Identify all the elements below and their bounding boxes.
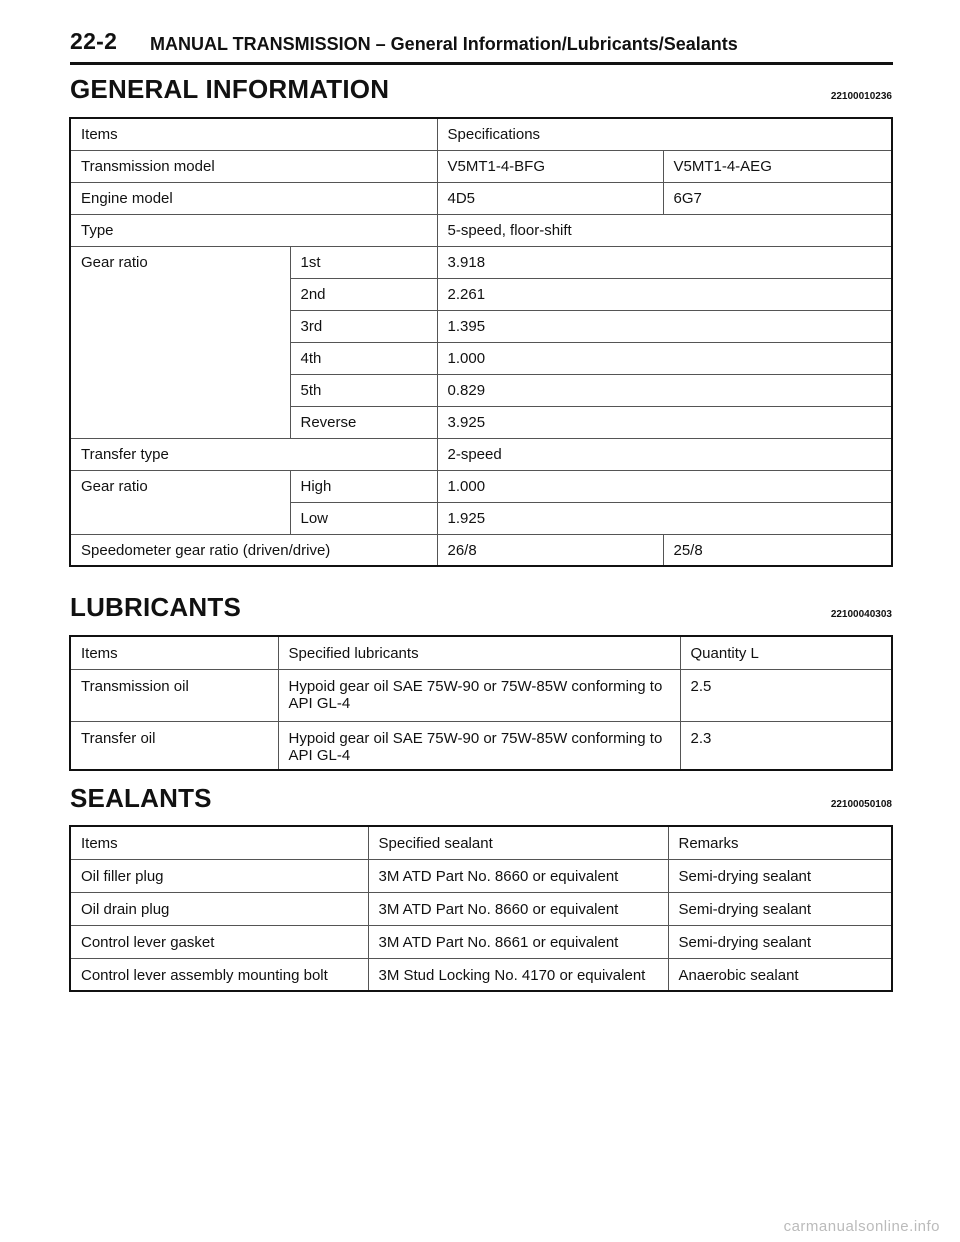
table-row — [70, 438, 892, 470]
table-row — [70, 534, 892, 566]
column-header: Quantity L — [680, 636, 892, 669]
general-information-code: 22100010236 — [830, 91, 892, 102]
column-header: Items — [70, 636, 278, 669]
transmission-model-label: Transmission model — [70, 150, 437, 182]
gear-name: 3rd — [290, 310, 437, 342]
sealants-code: 22100050108 — [830, 799, 892, 810]
gear-ratio-value: 0.829 — [437, 374, 892, 406]
table-row — [70, 826, 892, 859]
gear-ratio-value: 1.000 — [437, 342, 892, 374]
sealant-spec: 3M ATD Part No. 8660 or equivalent — [368, 892, 668, 925]
engine-model-value: 4D5 — [437, 182, 663, 214]
lubricant-spec: Hypoid gear oil SAE 75W-90 or 75W-85W conforming to API GL-4 — [278, 721, 680, 770]
table-row — [70, 669, 892, 721]
gear-ratio-value: 2.261 — [437, 278, 892, 310]
gear-ratio-value: 3.925 — [437, 406, 892, 438]
page-number: 22-2 — [70, 28, 118, 54]
gear-name: Reverse — [290, 406, 437, 438]
speedometer-value: 25/8 — [663, 534, 892, 566]
transmission-model-value: V5MT1-4-AEG — [663, 150, 892, 182]
lubricants-title: LUBRICANTS — [70, 592, 241, 622]
sealant-remarks: Semi-drying sealant — [668, 925, 892, 958]
general-information-title: GENERAL INFORMATION — [70, 74, 390, 104]
table-row — [70, 636, 892, 669]
gear-name: 1st — [290, 246, 437, 278]
sealant-item: Oil filler plug — [70, 859, 368, 892]
sealant-remarks: Anaerobic sealant — [668, 958, 892, 991]
table-row — [70, 721, 892, 770]
column-header: Items — [70, 826, 368, 859]
lubricants-code: 22100040303 — [830, 609, 892, 620]
lubricant-quantity: 2.3 — [680, 721, 892, 770]
table-row — [70, 892, 892, 925]
type-value: 5-speed, floor-shift — [437, 214, 892, 246]
lubricants-table — [69, 635, 893, 771]
items-header: Items — [70, 118, 437, 150]
table-row — [70, 859, 892, 892]
gear-ratio-value: 1.000 — [437, 470, 892, 502]
sealant-remarks: Semi-drying sealant — [668, 859, 892, 892]
gear-name: 2nd — [290, 278, 437, 310]
lubricant-quantity: 2.5 — [680, 669, 892, 721]
column-header: Specified lubricants — [278, 636, 680, 669]
gear-name: 5th — [290, 374, 437, 406]
sealants-table — [69, 825, 893, 992]
table-row — [70, 958, 892, 991]
transfer-type-label: Transfer type — [70, 438, 437, 470]
gear-name: Low — [290, 502, 437, 534]
sealant-remarks: Semi-drying sealant — [668, 892, 892, 925]
sealant-item: Control lever gasket — [70, 925, 368, 958]
engine-model-label: Engine model — [70, 182, 437, 214]
gear-ratio-label: Gear ratio — [70, 246, 290, 438]
speedometer-label: Speedometer gear ratio (driven/drive) — [70, 534, 437, 566]
table-row — [70, 214, 892, 246]
table-row — [70, 470, 892, 502]
speedometer-value: 26/8 — [437, 534, 663, 566]
table-row — [70, 246, 892, 278]
sealant-spec: 3M ATD Part No. 8661 or equivalent — [368, 925, 668, 958]
transmission-model-value: V5MT1-4-BFG — [437, 150, 663, 182]
gear-name: High — [290, 470, 437, 502]
sealants-title: SEALANTS — [70, 783, 212, 813]
gear-name: 4th — [290, 342, 437, 374]
gear-ratio-value: 1.395 — [437, 310, 892, 342]
page-header — [70, 28, 893, 65]
specifications-header: Specifications — [437, 118, 892, 150]
sealant-item: Oil drain plug — [70, 892, 368, 925]
table-row — [70, 925, 892, 958]
type-label: Type — [70, 214, 437, 246]
watermark: carmanualsonline.info — [783, 1218, 940, 1235]
transfer-type-value: 2-speed — [437, 438, 892, 470]
sealant-spec: 3M Stud Locking No. 4170 or equivalent — [368, 958, 668, 991]
column-header: Remarks — [668, 826, 892, 859]
gear-ratio-value: 3.918 — [437, 246, 892, 278]
lubricant-item: Transfer oil — [70, 721, 278, 770]
general-information-table — [69, 117, 893, 567]
column-header: Specified sealant — [368, 826, 668, 859]
sealant-spec: 3M ATD Part No. 8660 or equivalent — [368, 859, 668, 892]
gear-ratio-value: 1.925 — [437, 502, 892, 534]
engine-model-value: 6G7 — [663, 182, 892, 214]
header-title: MANUAL TRANSMISSION – General Information/Lubricants/Sealants — [150, 34, 738, 54]
sealant-item: Control lever assembly mounting bolt — [70, 958, 368, 991]
table-row — [70, 118, 892, 150]
table-row — [70, 150, 892, 182]
table-row — [70, 182, 892, 214]
lubricant-item: Transmission oil — [70, 669, 278, 721]
transfer-gear-ratio-label: Gear ratio — [70, 470, 290, 534]
lubricant-spec: Hypoid gear oil SAE 75W-90 or 75W-85W conforming to API GL-4 — [278, 669, 680, 721]
